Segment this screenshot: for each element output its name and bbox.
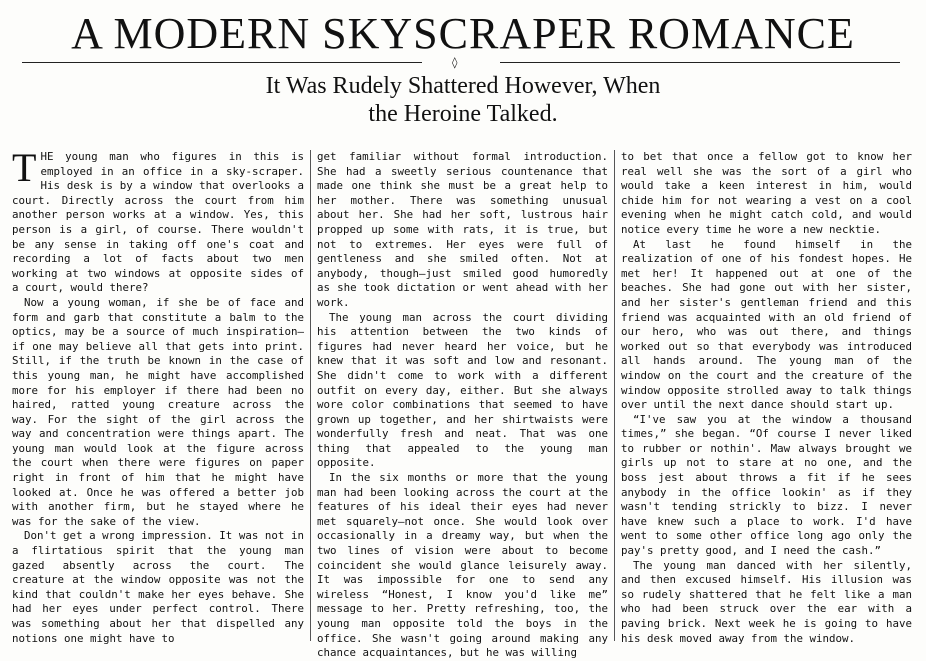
subheadline-line-2: the Heroine Talked. xyxy=(368,101,558,127)
diamond-ornament-icon: ◊ xyxy=(452,56,458,69)
headline: A MODERN SKYSCRAPER ROMANCE xyxy=(71,9,855,58)
paragraph: get familiar without formal introduction. She had a sweetly serious countenance that made one think she must be a great help to her mother. There was something unusual about her. She had her soft, lustrous hair propped up some with rats, it is true, but not to extremes. Her eyes were full of gentleness and she smiled often. Not at anybody, though—just smiled good humoredly as she took dictation or went ahead with her work. xyxy=(317,150,608,309)
divider-rule-right xyxy=(500,62,900,63)
article-columns xyxy=(6,145,920,660)
subheadline xyxy=(0,72,926,128)
divider-rule-left xyxy=(22,62,422,63)
paragraph: The young man across the court dividing his attention between the two kinds of figures had never heard her voice, but he knew that it was soft and low and resonant. She didn't come to work with a different outfit on every day, either. But she always wore color combinations that seemed to have grown up together, and her shirtwaists were wonderfully fresh and neat. That was one thing that appealed to the young man opposite. xyxy=(317,310,608,470)
column-1 xyxy=(6,145,310,645)
paragraph-text: HE young man who figures in this is employed in an office in a sky-scraper. His desk is by a window that overlooks a court. Directly across the court from him another person works at a window. Yes, this person is a girl, of course. There wouldn't be any sense in taking off one's coat and recording a lot of facts about two men working at two windows at opposite sides of a court, would there? xyxy=(12,150,304,295)
paragraph: Now a young woman, if she be of face and form and garb that constitute a balm to the optics, may be a source of much inspiration—if one may believe all that gets into print. Still, if the truth be known in the case of this young man, he might have accomplished more for his employer if there had been no haired, ratted young creature across the way. For the sight of the girl across the way and concentration were things apart. The young man would look at the figure across the court when there were figures on paper right in front of him that he might have looked at. Once he was offered a better job with another firm, but he stayed where he was for the sake of the view. xyxy=(12,295,304,528)
paragraph: “I've saw you at the window a thousand times,” she began. “Of course I never liked to rubber or nothin'. Maw always brought we girls up not to stare at no one, and the boss jest about throws a fit if he sees anybody in the office lookin' as if they wasn't tending strickly to bizz. I never have knew such a place to work. I'd have went to some other office long ago only the pay's pretty good, and I need the cash.” xyxy=(621,412,912,558)
paragraph xyxy=(12,145,304,296)
paragraph: to bet that once a fellow got to know her real well she was the sort of a girl who would take a keen interest in him, would chide him for not wearing a vest on a cool evening when he might catch cold, and would notice every time he wore a new necktie. xyxy=(621,150,912,236)
paragraph: At last he found himself in the realization of one of his fondest hopes. He met her! It happened out at one of the beaches. She had gone out with her sister, and her sister's gentleman friend and this friend was acquainted with an old friend of our hero, who was out there, and things worked out so that everybody was introduced all hands around. The young man of the window on the court and the creature of the window opposite strolled away to talk things over until the next dance should start up. xyxy=(621,237,912,412)
column-2 xyxy=(310,150,614,660)
column-3 xyxy=(614,150,918,645)
paragraph: The young man danced with her silently, and then excused himself. His illusion was so rudely shattered that he felt like a man who had been struck over the ear with a paving brick. Next week he is going to have his desk moved away from the window. xyxy=(621,558,912,645)
subheadline-line-1: It Was Rudely Shattered However, When xyxy=(265,73,661,99)
paragraph: Don't get a wrong impression. It was not in a flirtatious spirit that the young man gazed absently across the court. The creature at the window opposite was not the kind that couldn't make her eyes behave. She had her eyes under perfect control. There was something about her that dispelled any notions one might have to xyxy=(12,529,304,645)
drop-cap: T xyxy=(12,145,37,190)
paragraph: In the six months or more that the young man had been looking across the court at the features of his ideal their eyes had never met squarely—not once. She would look over occasionally in a dreamy way, but when the two lines of vision were about to become coincident she would glance leisurely away. It was impossible for one to send any wireless “Honest, I know you'd like me” message to her. Pretty refreshing, too, the young man opposite told the boys in the office. She wasn't going around making any chance acquaintances, but he was willing xyxy=(317,471,608,660)
